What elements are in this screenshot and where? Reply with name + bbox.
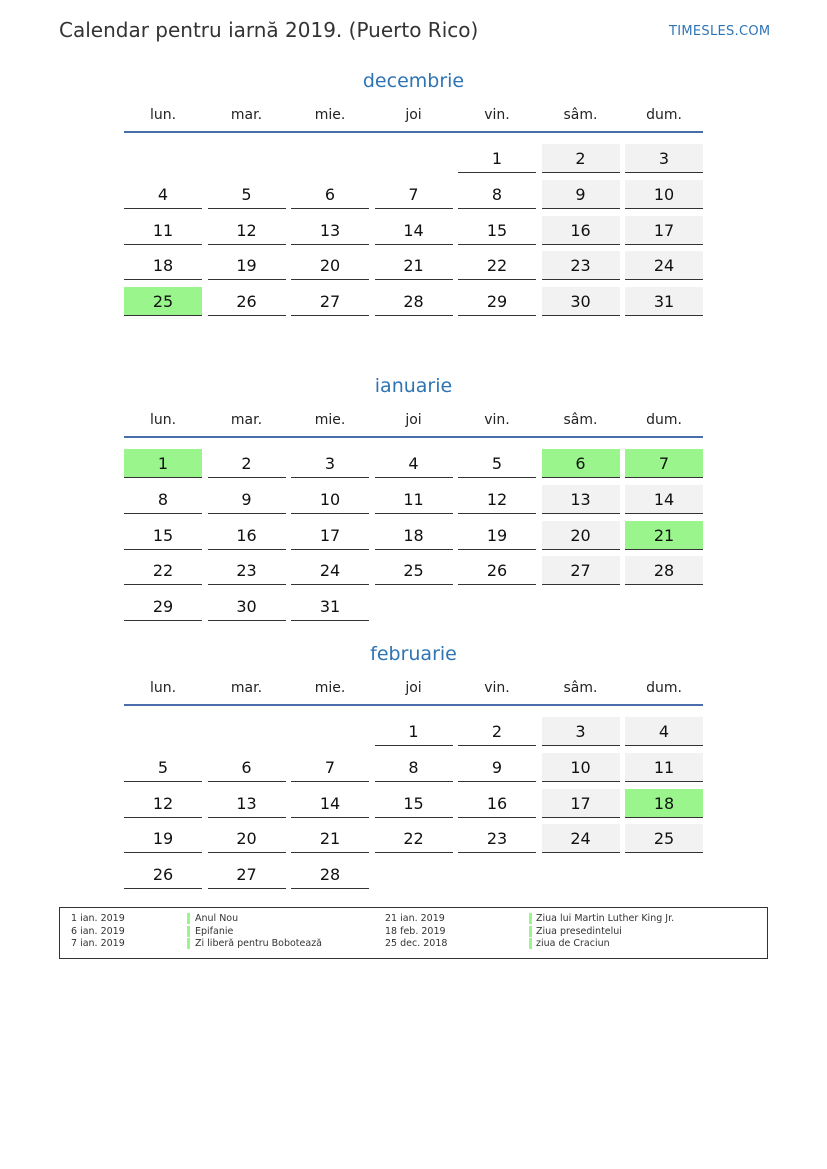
day-cell: 30 xyxy=(542,287,620,316)
holiday-day-cell: 18 xyxy=(625,789,703,818)
day-cell: 21 xyxy=(291,824,369,853)
day-cell: 5 xyxy=(124,753,202,782)
day-cell: 2 xyxy=(208,449,286,478)
day-cell: 20 xyxy=(542,521,620,550)
legend-entry xyxy=(60,913,767,925)
weekday-label: dum. xyxy=(646,107,682,123)
day-cell: 25 xyxy=(375,556,453,585)
legend-holiday-marker xyxy=(529,938,532,949)
legend-holiday-name: ziua de Craciun xyxy=(536,938,610,949)
day-cell: 22 xyxy=(124,556,202,585)
day-cell: 16 xyxy=(542,216,620,245)
weekday-header xyxy=(124,680,703,700)
legend-holiday-name: Ziua presedintelui xyxy=(536,925,622,937)
day-cell: 31 xyxy=(291,592,369,621)
day-cell: 28 xyxy=(291,860,369,889)
day-cell: 15 xyxy=(375,789,453,818)
day-cell: 28 xyxy=(625,556,703,585)
weekday-label: sâm. xyxy=(563,107,598,123)
day-cell: 4 xyxy=(625,717,703,746)
header-divider xyxy=(124,436,703,438)
day-cell: 19 xyxy=(208,251,286,280)
day-cell: 7 xyxy=(375,180,453,209)
day-cell: 15 xyxy=(458,216,536,245)
holiday-day-cell: 25 xyxy=(124,287,202,316)
legend-holiday-marker xyxy=(529,913,532,924)
day-cell: 5 xyxy=(458,449,536,478)
day-cell: 24 xyxy=(542,824,620,853)
weekday-label: lun. xyxy=(149,680,177,696)
day-cell: 4 xyxy=(375,449,453,478)
day-cell: 5 xyxy=(208,180,286,209)
day-cell: 29 xyxy=(458,287,536,316)
day-cell: 14 xyxy=(375,216,453,245)
day-cell: 17 xyxy=(291,521,369,550)
day-cell: 12 xyxy=(124,789,202,818)
header-divider xyxy=(124,131,703,133)
day-cell: 13 xyxy=(208,789,286,818)
day-cell: 6 xyxy=(291,180,369,209)
day-cell: 23 xyxy=(542,251,620,280)
day-cell: 11 xyxy=(375,485,453,514)
day-cell: 21 xyxy=(375,251,453,280)
weekday-label: dum. xyxy=(646,412,682,428)
day-cell: 19 xyxy=(124,824,202,853)
day-cell: 27 xyxy=(208,860,286,889)
legend-date: 7 ian. 2019 xyxy=(71,938,125,949)
legend-entry xyxy=(60,938,767,950)
day-cell: 26 xyxy=(208,287,286,316)
weekday-label: mar. xyxy=(230,412,263,428)
day-cell: 9 xyxy=(208,485,286,514)
weekday-header xyxy=(124,107,703,127)
day-cell: 3 xyxy=(542,717,620,746)
month-name: ianuarie xyxy=(374,375,453,397)
day-cell: 18 xyxy=(375,521,453,550)
day-cell: 4 xyxy=(124,180,202,209)
day-cell: 24 xyxy=(625,251,703,280)
day-cell: 10 xyxy=(625,180,703,209)
weekday-label: vin. xyxy=(484,412,510,428)
day-cell: 28 xyxy=(375,287,453,316)
day-cell: 22 xyxy=(375,824,453,853)
legend-date: 21 ian. 2019 xyxy=(385,913,445,924)
legend-holiday-name: Epifanie xyxy=(195,925,234,937)
day-cell: 8 xyxy=(458,180,536,209)
day-cell: 1 xyxy=(375,717,453,746)
legend-entry xyxy=(60,926,767,938)
weekday-label: lun. xyxy=(149,412,177,428)
weekday-label: lun. xyxy=(149,107,177,123)
day-cell: 16 xyxy=(208,521,286,550)
day-cell: 22 xyxy=(458,251,536,280)
day-cell: 9 xyxy=(542,180,620,209)
holiday-day-cell: 6 xyxy=(542,449,620,478)
day-cell: 23 xyxy=(458,824,536,853)
weekday-label: vin. xyxy=(484,680,510,696)
day-cell: 24 xyxy=(291,556,369,585)
day-cell: 12 xyxy=(458,485,536,514)
legend-date: 25 dec. 2018 xyxy=(385,938,448,949)
weekday-label: mie. xyxy=(314,107,346,123)
day-cell: 13 xyxy=(291,216,369,245)
day-cell: 3 xyxy=(625,144,703,173)
day-cell: 15 xyxy=(124,521,202,550)
weekday-label: sâm. xyxy=(563,680,598,696)
day-cell: 20 xyxy=(208,824,286,853)
day-cell: 29 xyxy=(124,592,202,621)
day-cell: 14 xyxy=(291,789,369,818)
day-cell: 25 xyxy=(625,824,703,853)
day-cell: 26 xyxy=(124,860,202,889)
weekday-label: mie. xyxy=(314,680,346,696)
holiday-day-cell: 7 xyxy=(625,449,703,478)
holiday-legend xyxy=(59,907,768,959)
day-cell: 17 xyxy=(542,789,620,818)
brand-link[interactable]: TIMESLES.COM xyxy=(669,24,771,39)
day-cell: 27 xyxy=(291,287,369,316)
day-cell: 30 xyxy=(208,592,286,621)
day-cell: 26 xyxy=(458,556,536,585)
day-cell: 2 xyxy=(458,717,536,746)
day-cell: 17 xyxy=(625,216,703,245)
legend-holiday-marker xyxy=(529,926,532,937)
weekday-label: vin. xyxy=(484,107,510,123)
day-cell: 13 xyxy=(542,485,620,514)
day-cell: 23 xyxy=(208,556,286,585)
holiday-day-cell: 1 xyxy=(124,449,202,478)
weekday-label: sâm. xyxy=(563,412,598,428)
day-cell: 19 xyxy=(458,521,536,550)
day-cell: 11 xyxy=(625,753,703,782)
weekday-header xyxy=(124,412,703,432)
month-name: decembrie xyxy=(362,70,465,92)
page-title: Calendar pentru iarnă 2019. (Puerto Rico) xyxy=(59,18,479,42)
weekday-label: mar. xyxy=(230,680,263,696)
day-cell: 9 xyxy=(458,753,536,782)
weekday-label: mie. xyxy=(314,412,346,428)
day-cell: 10 xyxy=(291,485,369,514)
weekday-label: dum. xyxy=(646,680,682,696)
holiday-day-cell: 21 xyxy=(625,521,703,550)
day-cell: 3 xyxy=(291,449,369,478)
day-cell: 6 xyxy=(208,753,286,782)
day-cell: 7 xyxy=(291,753,369,782)
header-divider xyxy=(124,704,703,706)
day-cell: 27 xyxy=(542,556,620,585)
day-cell: 1 xyxy=(458,144,536,173)
weekday-label: mar. xyxy=(230,107,263,123)
day-cell: 31 xyxy=(625,287,703,316)
day-cell: 2 xyxy=(542,144,620,173)
day-cell: 20 xyxy=(291,251,369,280)
day-cell: 18 xyxy=(124,251,202,280)
legend-holiday-name: Ziua lui Martin Luther King Jr. xyxy=(536,913,675,924)
day-cell: 16 xyxy=(458,789,536,818)
month-name: februarie xyxy=(370,643,457,665)
legend-date: 6 ian. 2019 xyxy=(71,925,125,937)
legend-holiday-name: Anul Nou xyxy=(195,913,239,924)
legend-date: 1 ian. 2019 xyxy=(71,913,125,924)
day-cell: 10 xyxy=(542,753,620,782)
day-cell: 11 xyxy=(124,216,202,245)
legend-date: 18 feb. 2019 xyxy=(385,925,446,937)
weekday-label: joi xyxy=(405,680,422,696)
day-cell: 14 xyxy=(625,485,703,514)
day-cell: 12 xyxy=(208,216,286,245)
weekday-label: joi xyxy=(405,412,422,428)
day-cell: 8 xyxy=(124,485,202,514)
day-cell: 8 xyxy=(375,753,453,782)
legend-holiday-name: Zi liberă pentru Bobotează xyxy=(195,938,323,949)
weekday-label: joi xyxy=(405,107,422,123)
